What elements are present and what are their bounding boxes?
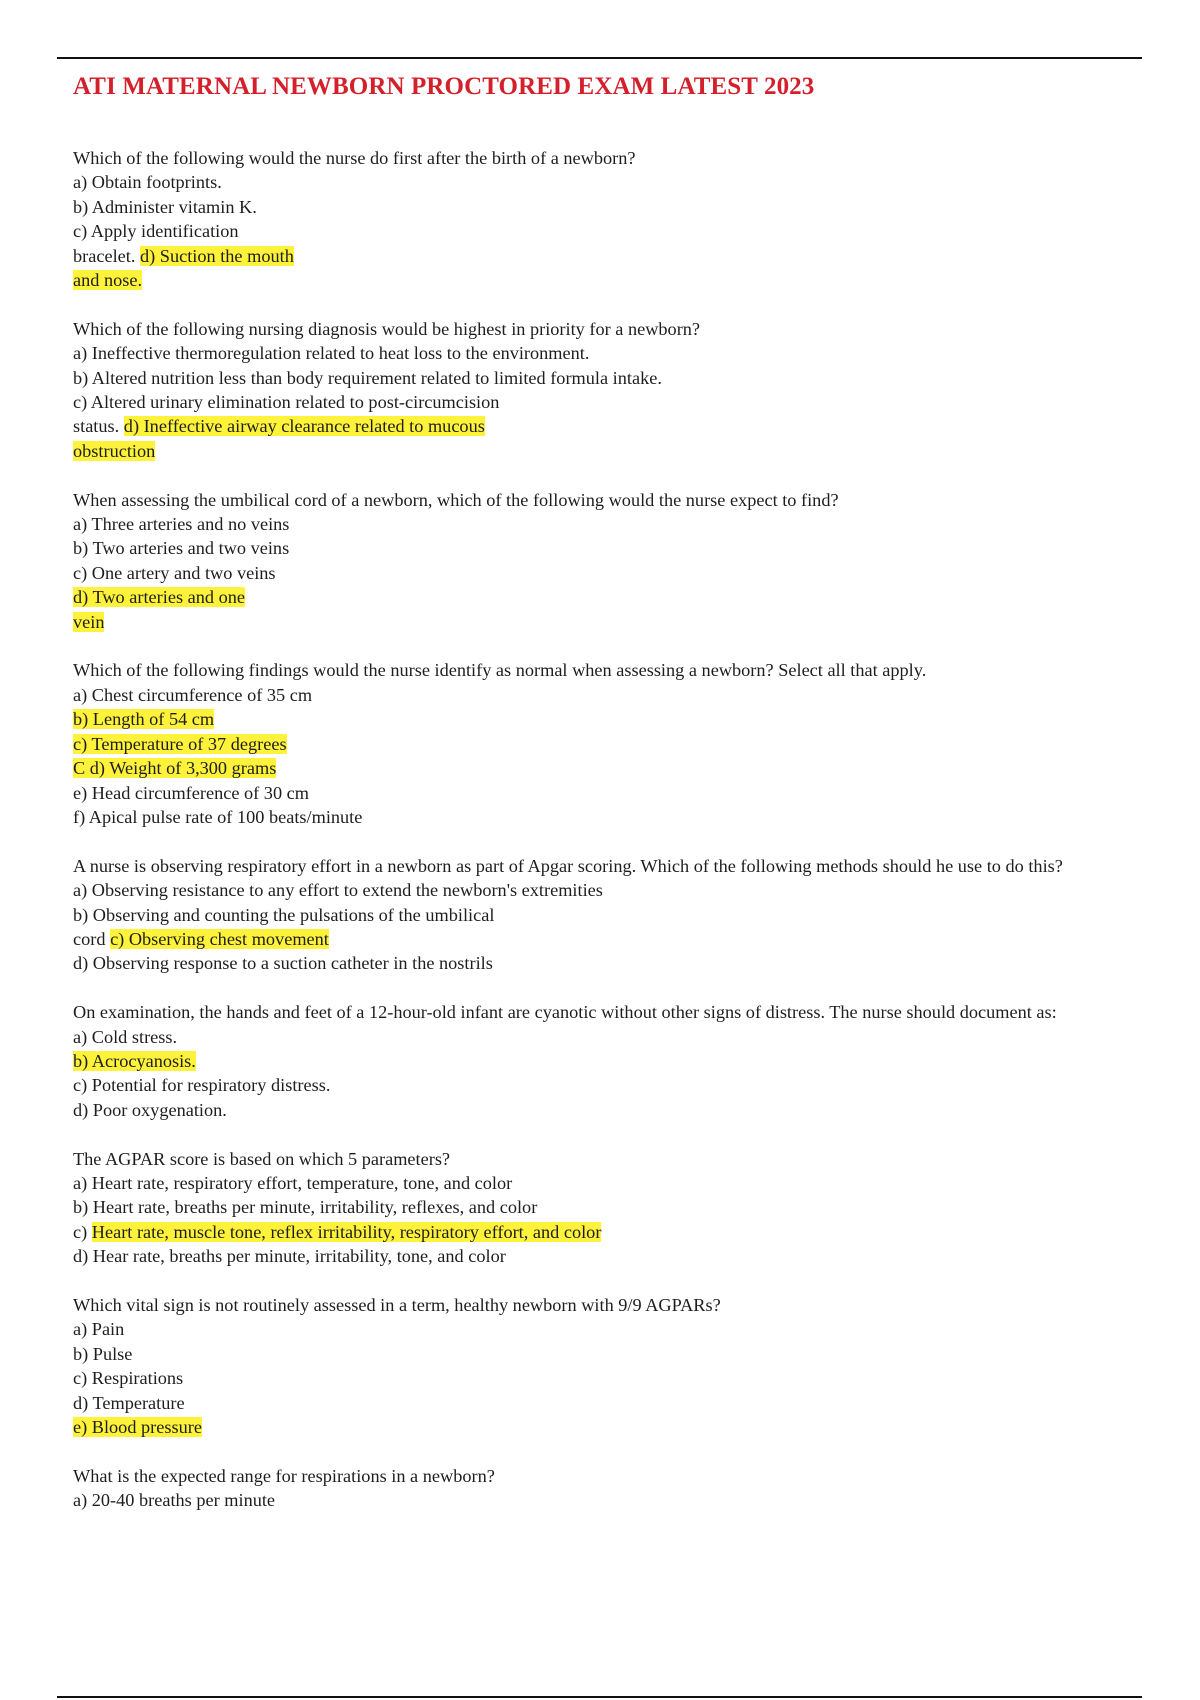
highlighted-answer-text: Heart rate, muscle tone, reflex irritability, respiratory effort, and color: [91, 1221, 602, 1242]
answer-line: [73, 195, 1143, 219]
highlighted-answer-text: C d) Weight of 3,300 grams: [73, 758, 277, 779]
question-stem: The AGPAR score is based on which 5 parameters?: [73, 1148, 451, 1169]
answer-text: c) Potential for respiratory distress.: [73, 1075, 331, 1096]
answer-text: a) 20-40 breaths per minute: [73, 1490, 276, 1511]
answer-line: [73, 1171, 1143, 1195]
question-stem: A nurse is observing respiratory effort in a newborn as part of Apgar scoring. Which of the following methods should he use to do this?: [73, 855, 1063, 876]
answer-line: [73, 683, 1143, 707]
answer-line: [73, 244, 1143, 268]
answer-line: [73, 1342, 1143, 1366]
question-stem: When assessing the umbilical cord of a newborn, which of the following would the nurse expect to find?: [73, 489, 839, 510]
answer-line: [73, 781, 1143, 805]
answer-line: [73, 805, 1143, 829]
answer-line: [73, 341, 1143, 365]
answer-line: [73, 439, 1143, 463]
answer-text: a) Three arteries and no veins: [73, 514, 290, 535]
question-block: [73, 854, 1143, 976]
question-block: [73, 1464, 1143, 1513]
highlighted-answer-text: e) Blood pressure: [73, 1417, 202, 1438]
answer-text: cord: [73, 928, 111, 949]
answer-line: [73, 707, 1143, 731]
question-stem: What is the expected range for respirations in a newborn?: [73, 1465, 495, 1486]
highlighted-answer-text: c) Temperature of 37 degrees: [73, 733, 287, 754]
answer-line: [73, 878, 1143, 902]
answer-line: [73, 1220, 1143, 1244]
answer-line: [73, 1366, 1143, 1390]
question-stem: Which of the following would the nurse do first after the birth of a newborn?: [73, 148, 636, 168]
answer-line: [73, 536, 1143, 560]
answer-text: a) Observing resistance to any effort to extend the newborn's extremities: [73, 880, 603, 901]
question-block: [73, 488, 1143, 634]
answer-line: [73, 561, 1143, 585]
answer-text: a) Obtain footprints.: [73, 172, 222, 193]
answer-line: [73, 1195, 1143, 1219]
highlighted-answer-text: d) Suction the mouth: [139, 245, 294, 266]
answer-line: [73, 951, 1143, 975]
top-rule: [57, 57, 1142, 59]
question-list: [73, 146, 1143, 1537]
question-stem: On examination, the hands and feet of a 12-hour-old infant are cyanotic without other signs of distress. The nurse should document as:: [73, 1002, 1057, 1023]
highlighted-answer-text: c) Observing chest movement: [110, 928, 329, 949]
question-stem: Which of the following findings would the nurse identify as normal when assessing a newborn? Select all that apply.: [73, 660, 927, 681]
answer-text: e) Head circumference of 30 cm: [73, 782, 309, 803]
answer-line: [73, 585, 1143, 609]
question-stem: Which vital sign is not routinely assessed in a term, healthy newborn with 9/9 AGPARs?: [73, 1294, 721, 1315]
answer-line: [73, 1244, 1143, 1268]
answer-line: [73, 366, 1143, 390]
answer-text: status.: [73, 416, 124, 437]
answer-line: [73, 1049, 1143, 1073]
highlighted-answer-text: d) Two arteries and one: [73, 587, 245, 608]
answer-text: d) Observing response to a suction catheter in the nostrils: [73, 953, 493, 974]
answer-line: [73, 512, 1143, 536]
answer-line: [73, 390, 1143, 414]
highlighted-answer-text: vein: [73, 611, 105, 632]
answer-text: c): [73, 1221, 92, 1242]
answer-text: b) Pulse: [73, 1343, 133, 1364]
answer-line: [73, 1098, 1143, 1122]
answer-line: [73, 927, 1143, 951]
answer-text: a) Cold stress.: [73, 1026, 178, 1047]
answer-line: [73, 1391, 1143, 1415]
answer-text: a) Pain: [73, 1319, 125, 1340]
answer-text: bracelet.: [73, 245, 140, 266]
answer-line: [73, 610, 1143, 634]
question-block: [73, 1000, 1143, 1122]
question-block: [73, 317, 1143, 463]
answer-line: [73, 1025, 1143, 1049]
answer-text: a) Ineffective thermoregulation related to heat loss to the environment.: [73, 343, 590, 364]
answer-text: f) Apical pulse rate of 100 beats/minute: [73, 806, 363, 827]
answer-line: [73, 903, 1143, 927]
answer-line: [73, 1415, 1143, 1439]
answer-text: b) Administer vitamin K.: [73, 196, 257, 217]
answer-line: [73, 1317, 1143, 1341]
answer-text: a) Chest circumference of 35 cm: [73, 684, 313, 705]
highlighted-answer-text: b) Acrocyanosis.: [73, 1050, 196, 1071]
answer-text: d) Poor oxygenation.: [73, 1099, 227, 1120]
question-block: [73, 658, 1143, 829]
answer-text: a) Heart rate, respiratory effort, temperature, tone, and color: [73, 1172, 513, 1193]
highlighted-answer-text: and nose.: [73, 270, 143, 291]
answer-line: [73, 219, 1143, 243]
answer-text: c) Respirations: [73, 1368, 184, 1389]
highlighted-answer-text: obstruction: [73, 440, 156, 461]
answer-text: b) Altered nutrition less than body requirement related to limited formula intake.: [73, 367, 662, 388]
question-stem: Which of the following nursing diagnosis would be highest in priority for a newborn?: [73, 318, 701, 339]
answer-line: [73, 1073, 1143, 1097]
bottom-rule: [57, 1696, 1142, 1698]
answer-text: b) Heart rate, breaths per minute, irritability, reflexes, and color: [73, 1197, 538, 1218]
document-title: ATI MATERNAL NEWBORN PROCTORED EXAM LATEST 2023: [73, 73, 815, 100]
answer-line: [73, 756, 1143, 780]
answer-line: [73, 1488, 1143, 1512]
answer-line: [73, 732, 1143, 756]
answer-text: c) Altered urinary elimination related to post-circumcision: [73, 392, 500, 413]
question-block: [73, 1147, 1143, 1269]
answer-text: b) Observing and counting the pulsations of the umbilical: [73, 904, 495, 925]
answer-text: b) Two arteries and two veins: [73, 538, 290, 559]
answer-text: c) Apply identification: [73, 221, 239, 242]
answer-line: [73, 170, 1143, 194]
question-block: [73, 146, 1143, 292]
answer-text: d) Temperature: [73, 1392, 185, 1413]
answer-text: c) One artery and two veins: [73, 562, 276, 583]
answer-line: [73, 268, 1143, 292]
highlighted-answer-text: b) Length of 54 cm: [73, 709, 215, 730]
answer-line: [73, 414, 1143, 438]
highlighted-answer-text: d) Ineffective airway clearance related to mucous: [123, 416, 485, 437]
answer-text: d) Hear rate, breaths per minute, irritability, tone, and color: [73, 1246, 506, 1267]
question-block: [73, 1293, 1143, 1439]
